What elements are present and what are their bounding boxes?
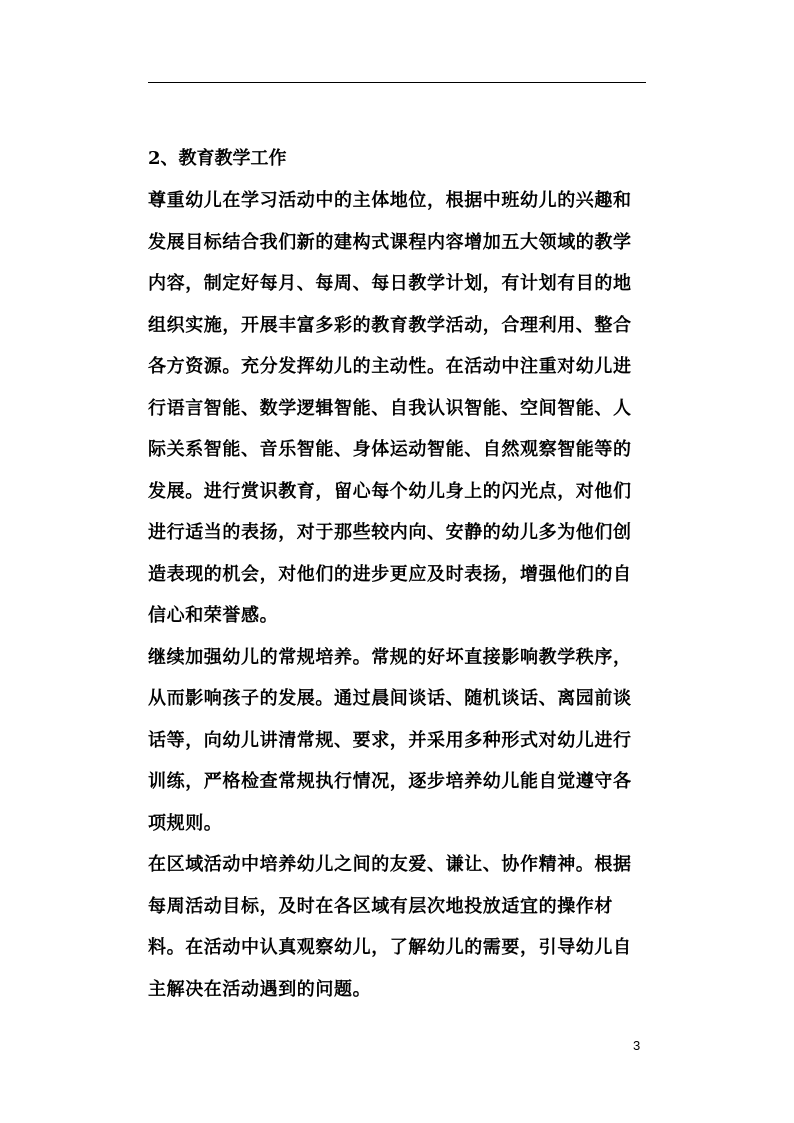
page-number: 3: [633, 1038, 641, 1053]
paragraph-line: 料。在活动中认真观察幼儿，了解幼儿的需要，引导幼儿自: [148, 937, 632, 958]
paragraph-line: 从而影响孩子的发展。通过晨间谈话、随机谈话、离园前谈: [148, 688, 632, 709]
paragraph-line: 主解决在活动遇到的问题。: [148, 978, 372, 1000]
paragraph-line: 发展。进行赏识教育，留心每个幼儿身上的闪光点，对他们: [148, 480, 632, 502]
paragraph-line: 发展目标结合我们新的建构式课程内容增加五大领域的教学: [148, 231, 632, 253]
paragraph-line: 进行适当的表扬，对于那些较内向、安静的幼儿多为他们创: [148, 522, 632, 543]
paragraph-line: 尊重幼儿在学习活动中的主体地位，根据中班幼儿的兴趣和: [148, 190, 632, 211]
paragraph-routine-training: [148, 637, 648, 845]
paragraph-line: 在区域活动中培养幼儿之间的友爱、谦让、协作精神。根据: [148, 854, 632, 875]
section-heading: 2、教育教学工作: [148, 148, 287, 169]
paragraph-line: 组织实施，开展丰富多彩的教育教学活动，合理利用、整合: [148, 314, 632, 336]
paragraph-line: 各方资源。充分发挥幼儿的主动性。在活动中注重对幼儿进: [148, 356, 632, 377]
paragraph-line: 造表现的机会，对他们的进步更应及时表扬，增强他们的自: [148, 563, 632, 585]
paragraph-line: 信心和荣誉感。: [148, 605, 279, 626]
paragraph-line: 每周活动目标，及时在各区域有层次地投放适宜的操作材: [148, 895, 613, 917]
paragraph-line: 话等，向幼儿讲清常规、要求，并采用多种形式对幼儿进行: [148, 729, 632, 751]
paragraph-line: 内容，制定好每月、每周、每日教学计划，有计划有目的地: [148, 273, 632, 294]
paragraph-line: 行语言智能、数学逻辑智能、自我认识智能、空间智能、人: [148, 397, 632, 419]
paragraph-line: 继续加强幼儿的常规培养。常规的好坏直接影响教学秩序，: [148, 646, 632, 668]
paragraph-line: 际关系智能、音乐智能、身体运动智能、自然观察智能等的: [148, 439, 632, 460]
paragraph-line: 训练，严格检查常规执行情况，逐步培养幼儿能自觉遵守各: [148, 771, 632, 792]
header-rule: [148, 82, 646, 83]
document-body: [148, 138, 648, 1010]
paragraph-teaching-plan: [148, 180, 648, 637]
paragraph-area-activities: [148, 844, 648, 1010]
paragraph-line: 项规则。: [148, 812, 223, 834]
